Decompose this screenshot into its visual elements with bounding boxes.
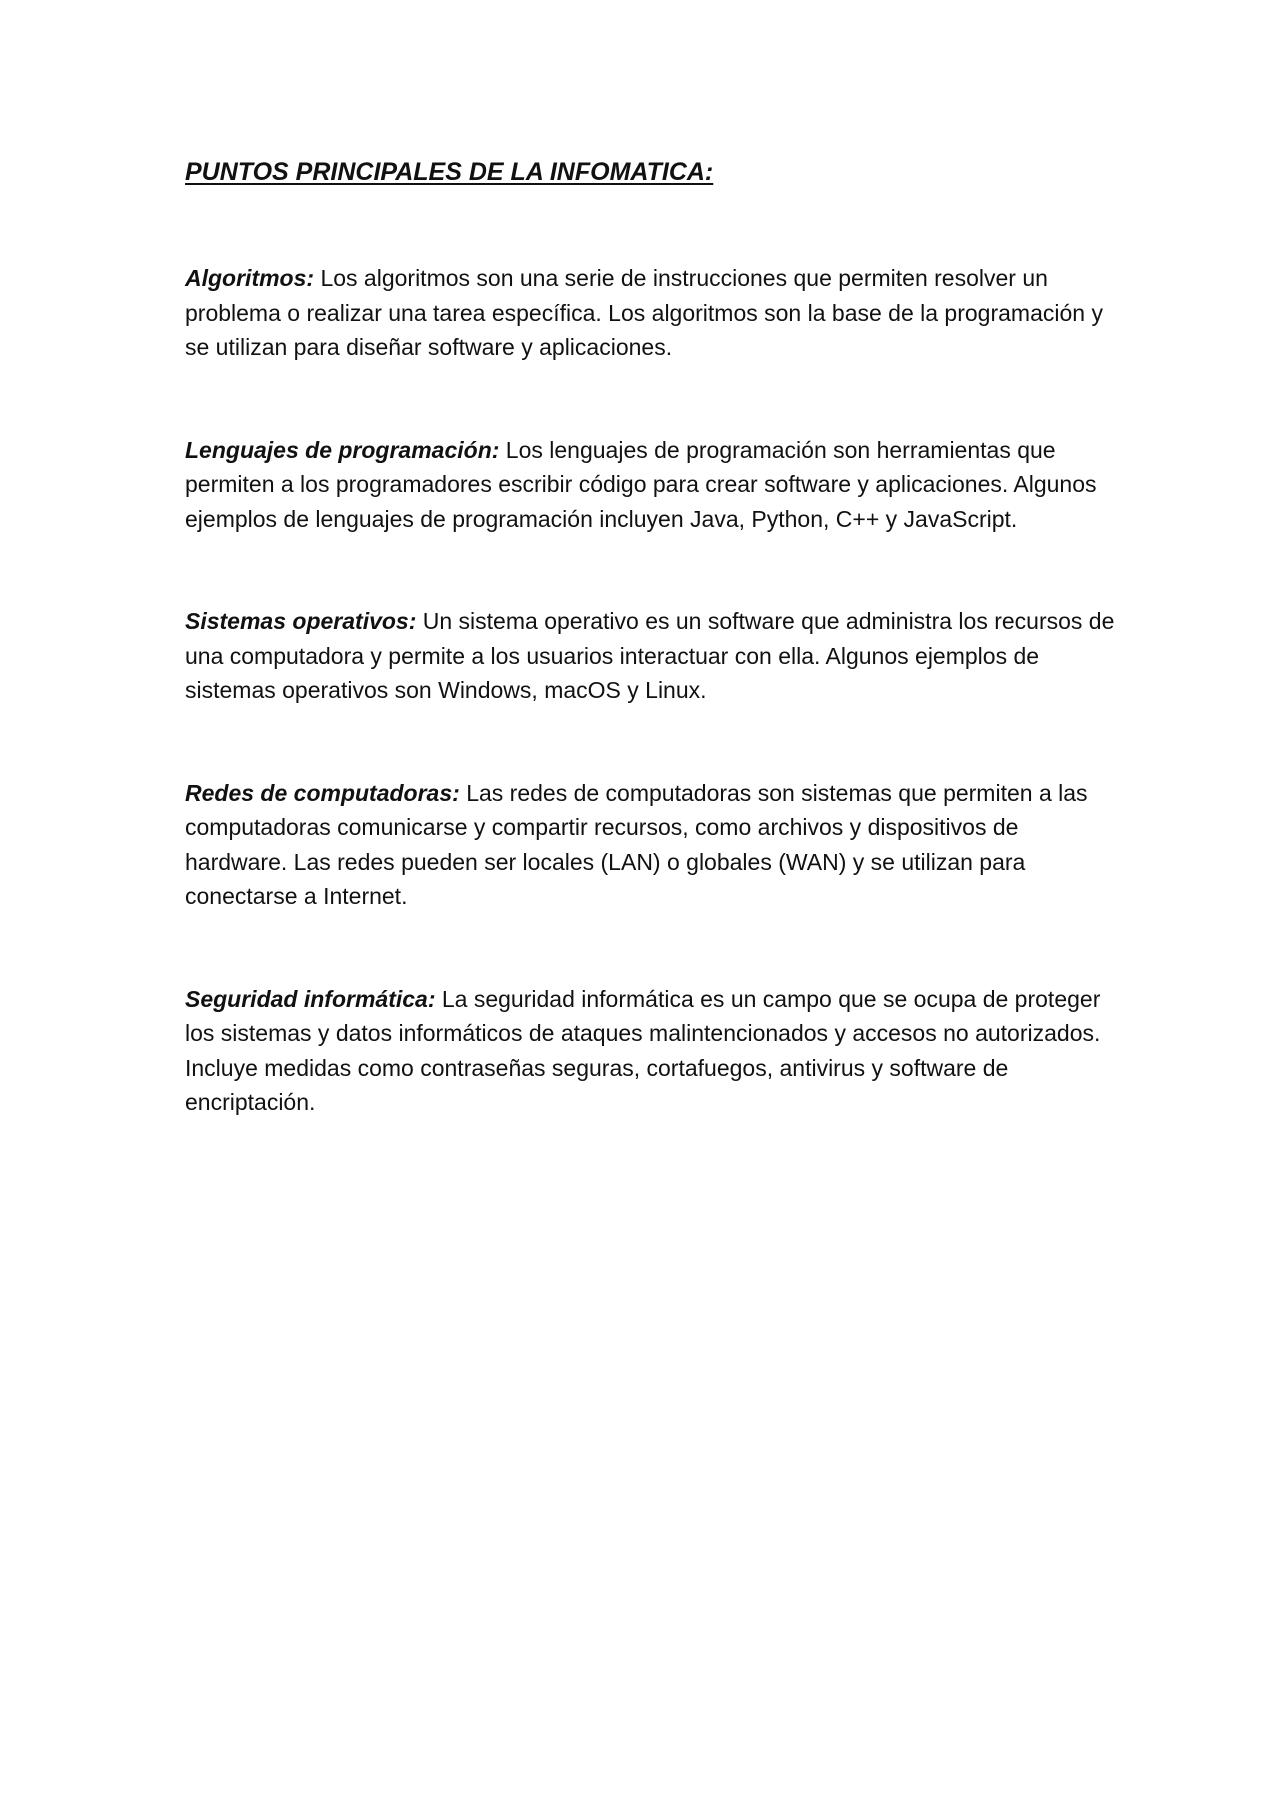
section-redes [185, 776, 1115, 914]
section-term: Algoritmos: [185, 265, 315, 291]
section-text: Un sistema operativo es un software que administra los recursos de una computadora y permite a los usuarios interactuar con ella. Algunos ejemplos de sistemas operativos son Windows, macOS y Linux. [185, 608, 1115, 703]
section-seguridad [185, 982, 1115, 1120]
section-text: Los algoritmos son una serie de instrucciones que permiten resolver un problema o realizar una tarea específica. Los algoritmos son la base de la programación y se utilizan para diseñar software y aplicaciones. [185, 265, 1103, 360]
document-title: PUNTOS PRINCIPALES DE LA INFOMATICA: [185, 158, 714, 186]
document-body [185, 155, 1115, 1120]
section-text: Los lenguajes de programación son herramientas que permiten a los programadores escribir código para crear software y aplicaciones. Algunos ejemplos de lenguajes de programación incluyen Java, Python, C++ y JavaScript. [185, 436, 1097, 532]
section-term: Seguridad informática: [185, 985, 436, 1012]
section-text: Las redes de computadoras son sistemas que permiten a las computadoras comunicarse y compartir recursos, como archivos y dispositivos de hardware. Las redes pueden ser locales (LAN) o globales (WAN) y se utilizan para conectarse a Internet. [185, 779, 1088, 909]
section-term: Sistemas operativos: [185, 608, 417, 634]
section-list [185, 261, 1115, 1120]
section-text: La seguridad informática es un campo que se ocupa de proteger los sistemas y datos informáticos de ataques malintencionados y accesos no autorizados. Incluye medidas como contraseñas seguras, cortafuegos, antivirus y software de encriptación. [185, 985, 1101, 1115]
section-lenguajes [185, 433, 1115, 537]
section-term: Redes de computadoras: [185, 779, 460, 806]
section-algoritmos [185, 261, 1115, 365]
section-sistemas [185, 604, 1115, 708]
section-term: Lenguajes de programación: [185, 436, 500, 463]
